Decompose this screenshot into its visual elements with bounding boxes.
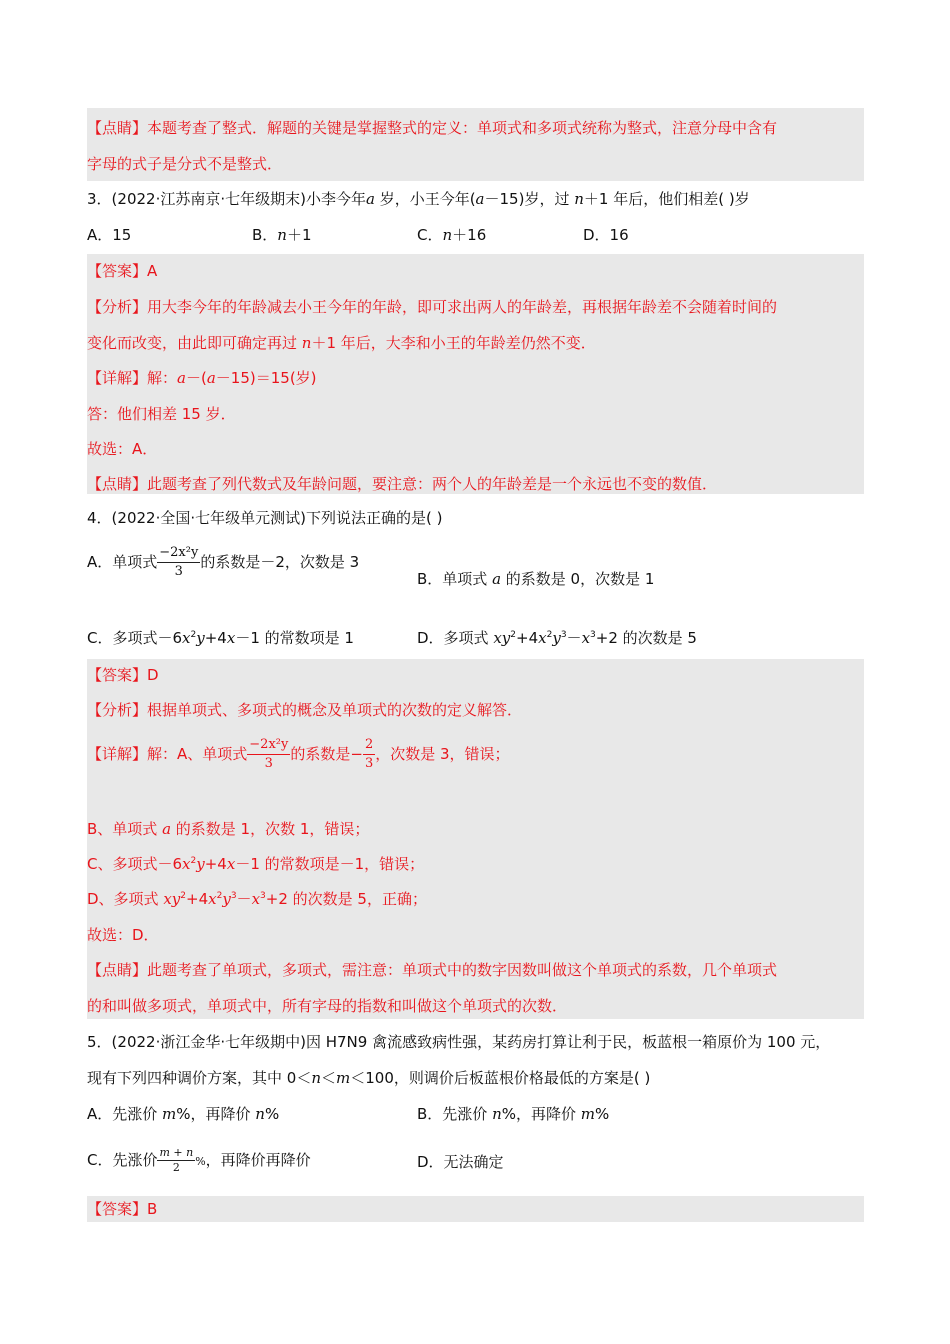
text-fragment: A．先涨价: [87, 1105, 163, 1123]
q4-option-c: [87, 628, 354, 648]
text-fragment: +2 的次数是 5: [595, 629, 697, 647]
text-fragment: 2: [363, 736, 375, 755]
text-fragment: 3: [590, 630, 596, 640]
q4-option-a: [87, 544, 359, 581]
text-fragment: A: [147, 262, 158, 280]
text-fragment: －: [566, 629, 582, 647]
text-fragment: 的系数是－2，次数是 3: [200, 553, 360, 571]
dianjing-text: 字母的式子是分式不是整式．: [87, 155, 283, 173]
text-fragment: 3: [264, 756, 273, 771]
q5-option-a: [87, 1104, 279, 1124]
text-fragment: 3: [230, 891, 237, 901]
text-fragment: C、多项式－6: [87, 855, 183, 873]
q4-detail-fraction: [247, 736, 290, 773]
q3-dianjing: [87, 474, 717, 494]
text-fragment: －15)岁，过: [484, 190, 575, 208]
text-fragment: a: [365, 190, 375, 208]
text-fragment: 岁，小王今年(: [374, 190, 476, 208]
text-fragment: ＋1 年后，大李和小王的年龄差仍然不变．: [311, 334, 596, 352]
text-fragment: A．单项式: [87, 553, 158, 571]
q3-option-c: [417, 225, 486, 245]
text-fragment: x: [226, 855, 236, 873]
text-fragment: C．多项式－6: [87, 629, 183, 647]
text-fragment: －15)＝15(岁): [215, 369, 317, 387]
text-fragment: n: [277, 226, 287, 244]
text-fragment: %: [264, 1105, 280, 1123]
q4-dianjing: [87, 960, 777, 980]
text-fragment: n: [311, 1069, 321, 1087]
text-fragment: −2x²y: [157, 544, 200, 563]
text-fragment: C．: [417, 226, 443, 244]
text-fragment: a: [475, 190, 485, 208]
text-fragment: B．: [252, 226, 278, 244]
text-fragment: 的系数是 1，次数 1，错误；: [171, 820, 370, 838]
text-fragment: a: [492, 570, 502, 588]
text-fragment: 5．(2022·浙江金华·七年级期中)因 H7N9 禽流感致病性强，某药房打算让利于民，板蓝根一箱原价为 100 元，: [87, 1033, 831, 1051]
text-fragment: －1 的常数项是－1，错误；: [235, 855, 425, 873]
text-fragment: y: [196, 855, 205, 873]
text-fragment: y: [552, 629, 561, 647]
text-fragment: n: [255, 1105, 265, 1123]
text-fragment: 用大李今年的年龄减去小王今年的年龄，即可求出两人的年龄差，再根据年龄差不会随着时间的: [147, 298, 778, 316]
text-fragment: B、单项式: [87, 820, 163, 838]
text-fragment: a: [206, 369, 216, 387]
text-fragment: 2: [216, 891, 223, 901]
text-fragment: 【详解】: [87, 369, 148, 387]
text-fragment: 3: [260, 891, 266, 901]
text-fragment: －(: [185, 369, 207, 387]
text-fragment: +2 的次数是 5，正确；: [265, 890, 427, 908]
text-fragment: +4: [186, 890, 209, 908]
text-fragment: 【分析】: [87, 298, 148, 316]
q3-choose: [87, 439, 157, 459]
q3-detail: [87, 368, 317, 388]
text-fragment: 解：A、单项式: [147, 745, 248, 763]
text-fragment: B．先涨价: [417, 1105, 493, 1123]
text-fragment: 2: [190, 630, 197, 640]
text-fragment: 2: [190, 856, 197, 866]
text-fragment: ＜: [321, 1069, 337, 1087]
text-fragment: n: [442, 226, 453, 244]
text-fragment: 的系数是 0，次数是 1: [501, 570, 655, 588]
text-fragment: x: [182, 855, 191, 873]
text-fragment: 【点睛】: [87, 961, 148, 979]
text-fragment: D．16: [583, 226, 629, 244]
text-fragment: ，次数是 3，错误；: [375, 745, 510, 763]
text-fragment: 2: [172, 1161, 180, 1174]
q5-option-c: [87, 1142, 311, 1180]
text-fragment: %，再降价: [176, 1105, 256, 1123]
q5-stem: [87, 1032, 830, 1052]
text-fragment: 根据单项式、多项式的概念及单项式的次数的定义解答．: [147, 701, 523, 719]
text-fragment: 2: [546, 630, 553, 640]
q5-answer-block: [87, 1196, 864, 1222]
dianjing-tag: 【点睛】: [87, 119, 148, 137]
text-fragment: y: [222, 890, 231, 908]
text-fragment: xy: [163, 890, 181, 908]
text-fragment: m: [162, 1105, 177, 1123]
text-fragment: C．先涨价: [87, 1151, 158, 1169]
text-fragment: 此题考查了单项式，多项式，需注意：单项式中的数字因数叫做这个单项式的系数，几个单项式: [147, 961, 778, 979]
text-fragment: A．15: [87, 226, 132, 244]
text-fragment: +4: [204, 855, 227, 873]
dianjing-line: [87, 154, 282, 174]
text-fragment: －: [236, 890, 252, 908]
text-fragment: 4．(2022·全国·七年级单元测试)下列说法正确的是( ): [87, 509, 443, 527]
q5-answer: [87, 1199, 157, 1219]
text-fragment: n: [492, 1105, 502, 1123]
q3-option-b: [252, 225, 312, 245]
q3-analysis: [87, 297, 777, 317]
text-fragment: a: [162, 820, 172, 838]
text-fragment: m: [336, 1069, 351, 1087]
text-fragment: −2x²y: [247, 736, 290, 755]
text-fragment: %: [595, 1105, 610, 1123]
text-fragment: ＋16: [452, 226, 487, 244]
text-fragment: +4: [204, 629, 227, 647]
text-fragment: xy: [493, 629, 511, 647]
text-fragment: y: [196, 629, 205, 647]
dianjing-line: [87, 118, 777, 138]
q4-detail: [87, 734, 510, 774]
text-fragment: 3: [174, 564, 183, 579]
text-fragment: m + n: [159, 1146, 194, 1159]
q4-option-b: [417, 569, 654, 589]
text-fragment: 【答案】: [87, 666, 148, 684]
text-fragment: ＋1: [286, 226, 312, 244]
text-fragment: n: [301, 334, 312, 352]
text-fragment: 3．(2022·江苏南京·七年级期末)小李今年: [87, 190, 366, 208]
q4-answer: [87, 665, 159, 685]
q4-analysis: [87, 700, 522, 720]
q4-stem: [87, 508, 442, 528]
text-fragment: −: [350, 745, 363, 763]
text-fragment: 现有下列四种调价方案，其中 0＜: [87, 1069, 312, 1087]
q4-detail-d: [87, 889, 427, 909]
text-fragment: x: [251, 890, 261, 908]
text-fragment: m: [580, 1105, 595, 1123]
q4-fraction: [157, 544, 200, 581]
q3-option-a: [87, 225, 131, 245]
text-fragment: 答：他们相差 15 岁．: [87, 405, 236, 423]
text-fragment: D．无法确定: [417, 1153, 504, 1171]
q5-fraction: [157, 1146, 195, 1175]
text-fragment: 解：: [147, 369, 178, 387]
q5-option-b: [417, 1104, 609, 1124]
q3-answer: [87, 261, 157, 281]
text-fragment: n: [574, 190, 584, 208]
q4-choose: [87, 925, 159, 945]
text-fragment: B: [147, 1200, 158, 1218]
text-fragment: %，再降价: [501, 1105, 581, 1123]
text-fragment: ，再降价再降价: [205, 1151, 311, 1169]
q5-option-d: [417, 1152, 504, 1172]
text-fragment: 【答案】: [87, 1200, 148, 1218]
text-fragment: D．多项式: [417, 629, 494, 647]
text-fragment: 3: [364, 756, 374, 771]
q4-detail-coefficient: [363, 736, 375, 773]
text-fragment: 2: [180, 891, 186, 901]
text-fragment: 变化而改变，由此即可确定再过: [87, 334, 302, 352]
text-fragment: 的和叫做多项式，单项式中，所有字母的指数和叫做这个单项式的次数．: [87, 997, 568, 1015]
text-fragment: +4: [516, 629, 539, 647]
q3-stem: [87, 189, 750, 209]
q3-analysis-cont: [87, 333, 596, 353]
text-fragment: 【详解】: [87, 745, 148, 763]
text-fragment: x: [182, 629, 191, 647]
q4-option-d: [417, 628, 697, 648]
text-fragment: ＜100，则调价后板蓝根价格最低的方案是( ): [350, 1069, 651, 1087]
text-fragment: 【答案】: [87, 262, 148, 280]
text-fragment: x: [538, 629, 547, 647]
q4-detail-b: [87, 819, 369, 839]
text-fragment: x: [581, 629, 591, 647]
q5-stem-cont: [87, 1068, 650, 1088]
text-fragment: 故选：D．: [87, 926, 159, 944]
dianjing-text: 本题考查了整式．解题的关键是掌握整式的定义：单项式和多项式统称为整式，注意分母中含有: [147, 119, 778, 137]
text-fragment: 2: [510, 630, 516, 640]
text-fragment: x: [226, 629, 236, 647]
text-fragment: B．单项式: [417, 570, 493, 588]
text-fragment: 【分析】: [87, 701, 148, 719]
q3-option-d: [583, 225, 629, 245]
text-fragment: a: [177, 369, 186, 387]
q4-dianjing-cont: [87, 996, 567, 1016]
q3-answer-line: [87, 404, 236, 424]
text-fragment: 3: [560, 630, 567, 640]
text-fragment: ＋1 年后，他们相差( )岁: [583, 190, 750, 208]
text-fragment: x: [208, 890, 217, 908]
text-fragment: D: [147, 666, 159, 684]
text-fragment: －1 的常数项是 1: [235, 629, 354, 647]
q4-detail-c: [87, 854, 424, 874]
text-fragment: 【点睛】: [87, 475, 148, 493]
text-fragment: 故选：A．: [87, 440, 158, 458]
text-fragment: %: [195, 1155, 206, 1168]
text-fragment: 的系数是: [290, 745, 351, 763]
text-fragment: D、多项式: [87, 890, 164, 908]
text-fragment: 此题考查了列代数式及年龄问题，要注意：两个人的年龄差是一个永远也不变的数值．: [147, 475, 718, 493]
